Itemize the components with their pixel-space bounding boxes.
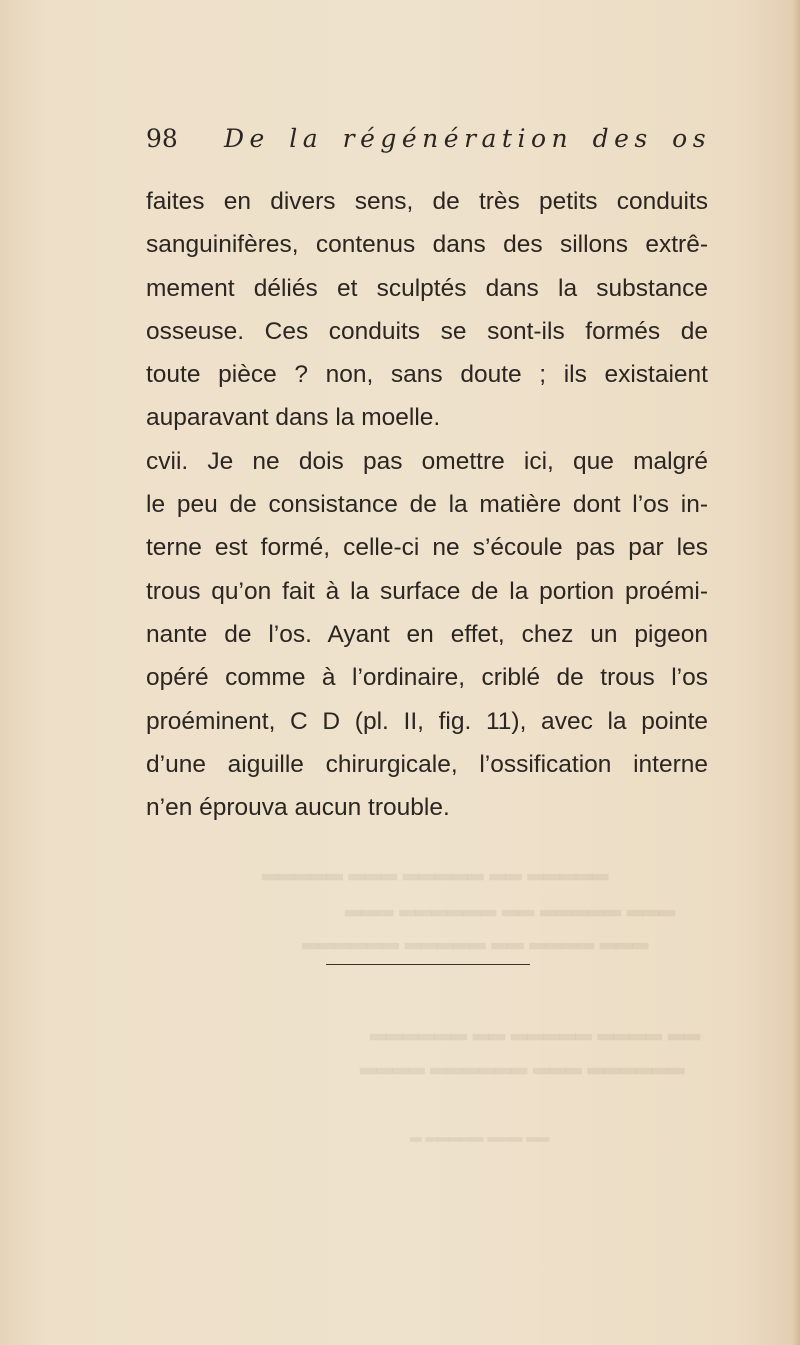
section-end-rule xyxy=(326,964,530,965)
body-paragraphs xyxy=(146,180,708,829)
text-line: d’une aiguille chirurgicale, l’ossification interne xyxy=(146,750,708,778)
text-line: trous qu’on fait à la surface de la portion proémi- xyxy=(146,577,708,605)
show-through-smudge: ▂▂▂▂▂▂ ▂▂▂▂▂ ▂▂ ▂▂▂▂ ▂▂▂ xyxy=(302,926,649,949)
text-line: le peu de consistance de la matière dont l’os in- xyxy=(146,491,708,519)
text-line: faites en divers sens, de très petits conduits xyxy=(146,188,708,215)
show-through-smudge: ▂▂▂▂ ▂▂▂▂▂▂ ▂▂▂ ▂▂▂▂▂▂ xyxy=(360,1051,685,1074)
text-line: mement déliés et sculptés dans la substance xyxy=(146,274,708,302)
page-number: 98 xyxy=(146,124,178,153)
text-line: nante de l’os. Ayant en effet, chez un pigeon xyxy=(146,620,708,648)
text-line: n’en éprouva aucun trouble. xyxy=(146,794,450,822)
text-line: terne est formé, celle-ci ne s’écoule pas par les xyxy=(146,534,708,562)
text-line: auparavant dans la moelle. xyxy=(146,404,441,432)
text-line: sanguinifères, contenus dans des sillons extrê- xyxy=(146,231,708,259)
text-line: osseuse. Ces conduits se sont-ils formés de xyxy=(146,317,708,345)
text-line: proéminent, C D (pl. II, fig. 11), avec la pointe xyxy=(146,707,708,735)
show-through-smudge: ▂▂▂▂▂▂ ▂▂ ▂▂▂▂▂ ▂▂▂▂ ▂▂ xyxy=(370,1017,701,1040)
show-through-smudge: ▂▂▂ ▂▂▂▂▂▂ ▂▂ ▂▂▂▂▂ ▂▂▂ xyxy=(345,893,676,916)
show-through-smudge: ▂ ▂▂▂▂▂ ▂▂▂ ▂▂ xyxy=(410,1125,550,1142)
text-line: opéré comme à l’ordinaire, criblé de trous l’os xyxy=(146,664,708,692)
text-line: toute pièce ? non, sans doute ; ils existaient xyxy=(146,361,708,389)
running-title: De la régénération des os xyxy=(224,124,712,153)
text-line-indented: cvii. Je ne dois pas omettre ici, que malgré xyxy=(146,447,708,475)
page-edge-shadow xyxy=(792,0,800,1345)
show-through-smudge: ▂▂▂▂▂ ▂▂▂ ▂▂▂▂▂ ▂▂ ▂▂▂▂▂ xyxy=(262,857,609,880)
running-head xyxy=(146,124,711,160)
